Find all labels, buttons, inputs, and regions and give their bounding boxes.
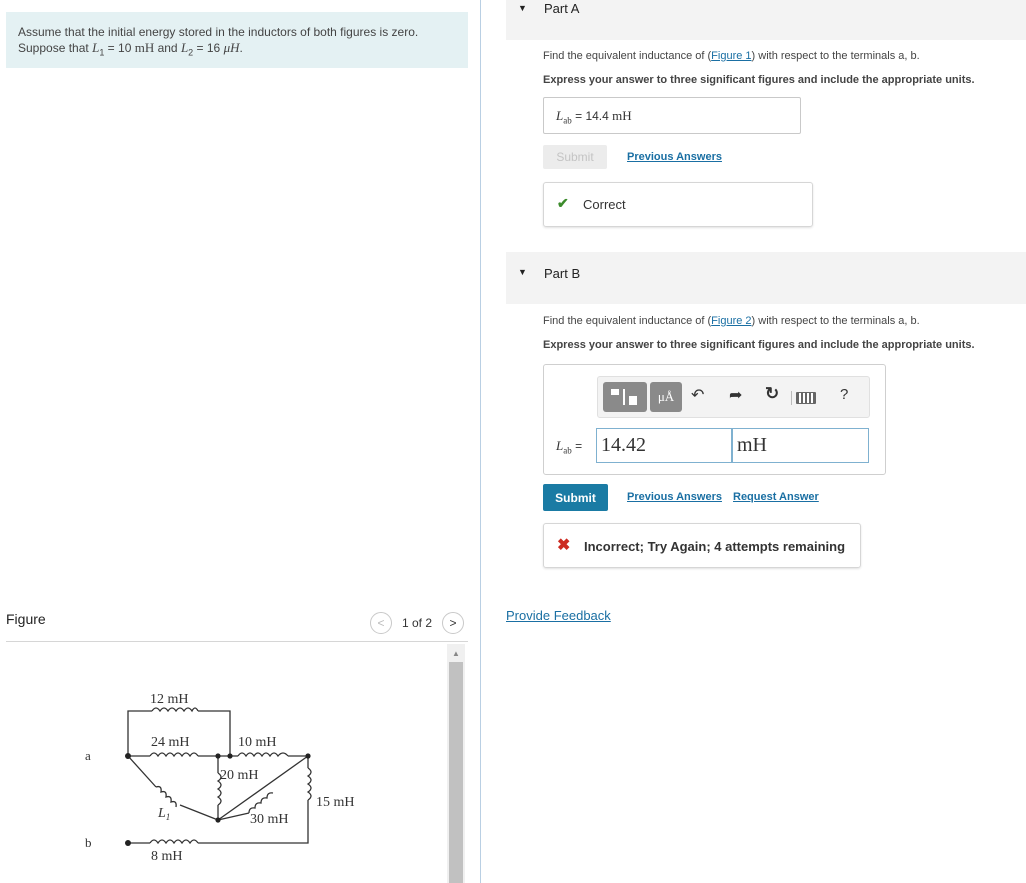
answer-editor — [543, 364, 886, 475]
value-input[interactable]: 14.42 — [596, 428, 732, 463]
feedback-text: Incorrect; Try Again; 4 attempts remaining — [584, 539, 846, 554]
part-b-previous-answers-link[interactable]: Previous Answers — [627, 491, 722, 503]
label-terminal-b: b — [85, 835, 92, 850]
figure-label: Figure — [6, 611, 46, 627]
part-a-header[interactable] — [506, 0, 1026, 40]
label-10mH: 10 mH — [238, 735, 277, 750]
node-center — [215, 817, 220, 822]
undo-icon[interactable]: ↶ — [691, 387, 705, 404]
part-b-feedback — [543, 523, 861, 568]
cross-icon: ✖ — [557, 537, 571, 554]
figure-scrollbar[interactable] — [447, 644, 465, 883]
part-b-submit-button[interactable]: Submit — [543, 484, 608, 511]
figure-next-button[interactable]: > — [442, 612, 464, 634]
redo-icon[interactable]: ➦ — [729, 387, 743, 404]
label-15mH: 15 mH — [316, 795, 355, 810]
wire-L1 — [128, 756, 218, 820]
problem-line-2: Suppose that $L_1 = 10$ mH and $L_2 = 16$ μH. — [18, 40, 243, 58]
circuit-diagram — [6, 645, 426, 883]
collapse-arrow-icon[interactable]: ▼ — [518, 3, 527, 13]
label-30mH: 30 mH — [250, 812, 289, 827]
templates-button[interactable] — [603, 382, 647, 412]
toolbar-separator — [791, 391, 792, 405]
label-24mH: 24 mH — [151, 735, 190, 750]
feedback-text: Correct — [583, 197, 626, 212]
figure-counter: 1 of 2 — [402, 616, 433, 630]
units-button[interactable]: μÅ — [650, 382, 682, 412]
part-a-feedback — [543, 182, 813, 227]
template-square-icon — [611, 389, 619, 395]
part-a-submit-button: Submit — [543, 145, 607, 169]
unit-input[interactable]: mH — [732, 428, 869, 463]
problem-line-1: Assume that the initial energy stored in the inductors of both figures is zero. — [18, 25, 419, 39]
part-b-question: Find the equivalent inductance of (Figure 2) with respect to the terminals a, b. — [543, 315, 920, 327]
reset-icon[interactable]: ↻ — [765, 384, 780, 403]
help-icon[interactable]: ? — [840, 386, 849, 403]
node-b — [125, 840, 131, 846]
problem-statement — [6, 12, 468, 68]
node-right — [305, 753, 310, 758]
template-square-icon — [629, 396, 637, 405]
node-a — [125, 753, 131, 759]
figure-divider — [6, 641, 468, 642]
coil-15mH — [308, 768, 311, 800]
scrollbar-thumb[interactable] — [449, 662, 463, 883]
node-top-right — [227, 753, 232, 758]
scroll-up-icon[interactable]: ▲ — [452, 648, 460, 658]
coil-10mH — [238, 753, 288, 756]
coil-24mH — [150, 753, 198, 756]
label-terminal-a: a — [85, 748, 91, 763]
part-b-title: Part B — [544, 266, 581, 281]
collapse-arrow-icon[interactable]: ▼ — [518, 267, 527, 277]
part-a-answer-unit: mH — [612, 108, 632, 123]
coil-8mH — [150, 840, 198, 843]
check-icon: ✔ — [557, 195, 569, 211]
wire-diagonal — [218, 756, 308, 820]
provide-feedback-link[interactable]: Provide Feedback — [506, 608, 611, 623]
node-middle — [215, 753, 220, 758]
part-a-previous-answers-link[interactable]: Previous Answers — [627, 151, 722, 163]
figure-2-link[interactable]: Figure 2 — [711, 315, 752, 327]
part-a-answer-value: 14.4 — [585, 109, 609, 123]
template-divider-icon — [623, 389, 625, 405]
figure-1-link[interactable]: Figure 1 — [711, 50, 752, 62]
request-answer-link[interactable]: Request Answer — [733, 491, 819, 503]
figure-prev-button[interactable]: < — [370, 612, 392, 634]
label-L1: $L_1$ — [158, 806, 171, 822]
part-a-title: Part A — [544, 1, 580, 16]
coil-12mH — [152, 708, 198, 711]
part-a-question: Find the equivalent inductance of (Figure 1) with respect to the terminals a, b. — [543, 50, 920, 62]
label-20mH: 20 mH — [220, 768, 259, 783]
part-a-instruction: Express your answer to three significant figures and include the appropriate units. — [543, 74, 975, 86]
math-toolbar — [597, 376, 870, 418]
part-b-header[interactable] — [506, 252, 1026, 304]
part-a-answer-field: $L_{ab} = 14.4$ mH — [543, 97, 801, 134]
label-8mH: 8 mH — [151, 849, 183, 864]
column-divider — [480, 0, 481, 883]
label-12mH: 12 mH — [150, 692, 189, 707]
keyboard-icon[interactable] — [796, 392, 816, 404]
answer-label: $L_{ab}$ = — [556, 438, 583, 456]
part-b-instruction: Express your answer to three significant figures and include the appropriate units. — [543, 339, 975, 351]
coil-L1 — [156, 787, 176, 807]
